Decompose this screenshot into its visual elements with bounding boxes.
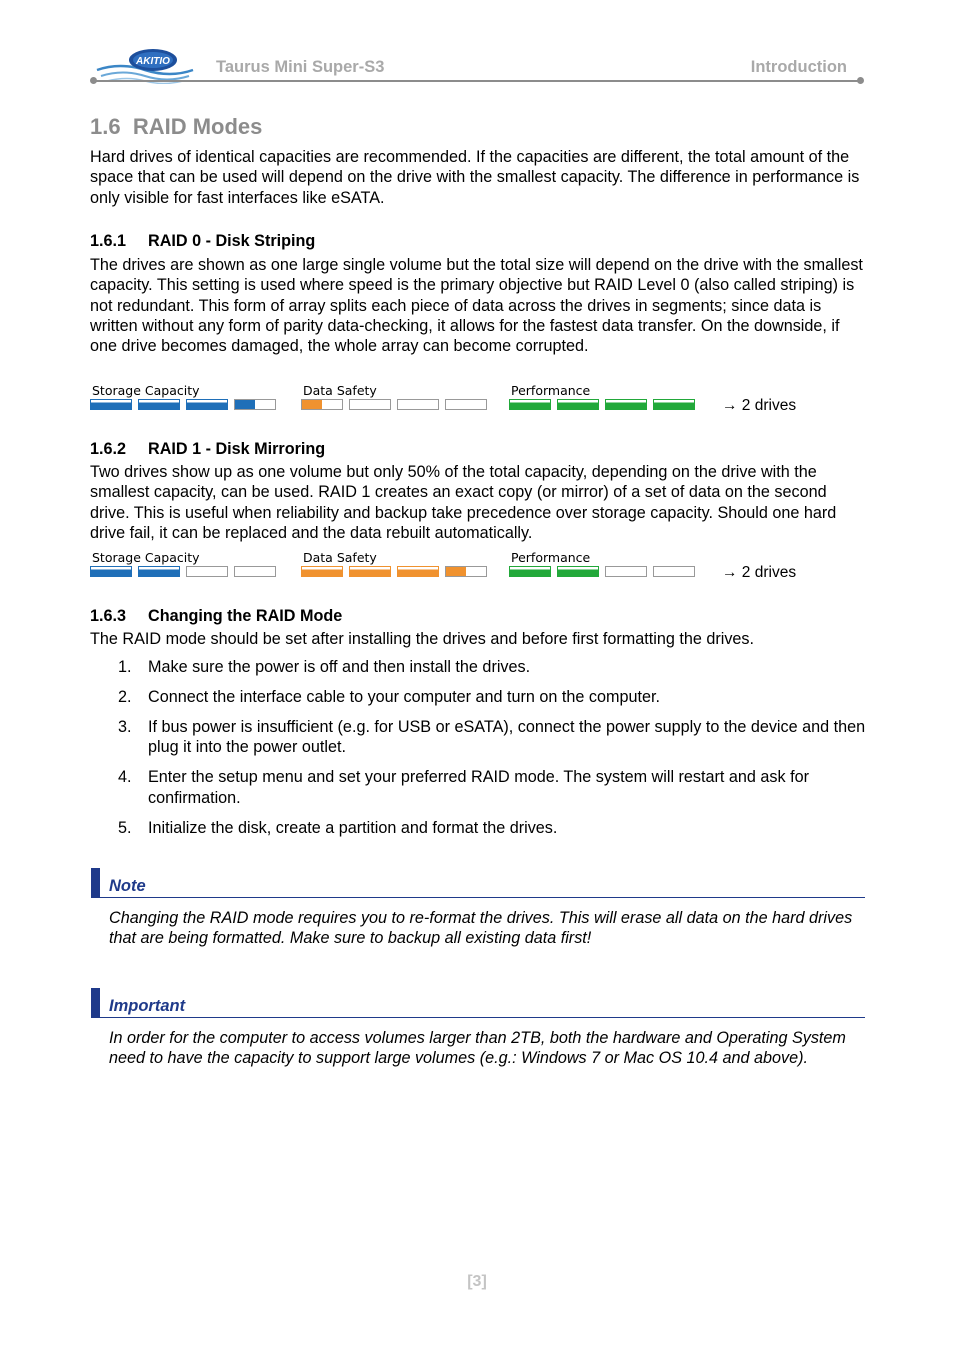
meter-segment xyxy=(234,566,276,577)
header-rule xyxy=(93,80,861,82)
meter-segment xyxy=(509,399,551,410)
meter-segment xyxy=(653,399,695,410)
meter-segment xyxy=(301,399,343,410)
raid1-body: Two drives show up as one volume but only 50% of the total capacity, depending on the drive with the smallest capacity, can be used. RAID 1 creates an exact copy (or mirror) of a set of data on the second drive. This is useful when reliability and backup take precedence over storage capacity. Should one hard drive fail, it can be replaced and the data rebuilt automatically. xyxy=(90,463,837,542)
change-title: Changing the RAID Mode xyxy=(148,607,343,625)
meter-segment xyxy=(234,399,276,410)
step-number: 4. xyxy=(118,768,132,787)
raid0-number: 1.6.1 xyxy=(90,232,127,250)
meter-segment-fill xyxy=(350,567,390,576)
raid1-title: RAID 1 - Disk Mirroring xyxy=(148,440,326,458)
meter-segment-fill xyxy=(91,567,131,576)
change-heading xyxy=(90,607,342,626)
note-bar xyxy=(91,868,100,898)
step-text: Enter the setup menu and set your preferred RAID mode. The system will restart and ask for confirmation. xyxy=(148,768,809,807)
meter-segment-fill xyxy=(302,567,342,576)
important-bar xyxy=(91,988,100,1018)
svg-text:AKITIO: AKITIO xyxy=(136,56,170,67)
meter-segment xyxy=(557,399,599,410)
header-product: Taurus Mini Super-S3 xyxy=(216,58,385,76)
meter-segment xyxy=(653,566,695,577)
meter-segment xyxy=(605,566,647,577)
raid0-title: RAID 0 - Disk Striping xyxy=(148,232,316,250)
meter-label: Performance xyxy=(511,383,591,398)
header-rule-dot-right xyxy=(857,77,864,84)
list-item xyxy=(90,717,870,758)
raid0-body: The drives are shown as one large single volume but the total size will depend on the drive with the smallest capacity. This setting is used where speed is the primary objective but RAID Level 0 (also called striping) is not redundant. This form of array splits each piece of data across the drives in segments; since data is written without any form of parity data-checking, it allows for the fastest data transfer. On the downside, if one drive becomes damaged, the whole array can become corrupted. xyxy=(90,256,863,356)
step-number: 1. xyxy=(118,658,132,676)
section-intro: Hard drives of identical capacities are recommended. If the capacities are different, the total amount of the space that can be used will depend on the drive with the smallest capacity. The difference in performance is only visible for fast interfaces like eSATA. xyxy=(90,148,860,207)
meter-label: Data Safety xyxy=(303,550,377,565)
meter-segment-fill xyxy=(654,400,694,409)
step-number: 2. xyxy=(118,687,132,706)
meter-segment xyxy=(349,566,391,577)
meter-segment xyxy=(138,399,180,410)
page-number: [3] xyxy=(467,1273,487,1290)
step-text: Connect the interface cable to your computer and turn on the computer. xyxy=(148,687,661,706)
meter-segment-fill xyxy=(139,567,179,576)
meter-segment xyxy=(605,399,647,410)
list-item xyxy=(90,767,870,808)
meter-segment xyxy=(445,399,487,410)
step-number: 5. xyxy=(118,818,132,837)
raid1-meter-row xyxy=(90,550,850,586)
step-text: If bus power is insufficient (e.g. for USB or eSATA), connect the power supply to the device and then plug it into the power outlet. xyxy=(148,717,866,757)
meter-segment xyxy=(445,566,487,577)
meter-segment xyxy=(397,399,439,410)
meter-segment-fill xyxy=(91,400,131,409)
header-rule-dot-left xyxy=(90,77,97,84)
meter-segment xyxy=(138,566,180,577)
section-title-text: RAID Modes xyxy=(132,114,263,139)
important-rule xyxy=(100,1017,865,1018)
list-item xyxy=(90,818,870,838)
step-text: Make sure the power is off and then install the drives. xyxy=(148,658,531,676)
list-item xyxy=(90,687,870,707)
raid0-drives: → 2 drives xyxy=(722,397,797,414)
step-number: 3. xyxy=(118,717,132,736)
section-number: 1.6 xyxy=(90,114,121,139)
meter-label: Data Safety xyxy=(303,383,377,398)
meter-segment-fill xyxy=(398,567,438,576)
meter-segment-fill xyxy=(446,567,466,576)
meter-segment xyxy=(90,399,132,410)
raid1-heading xyxy=(90,440,325,459)
meter-segment xyxy=(557,566,599,577)
meter-segment-fill xyxy=(302,400,322,409)
section-title xyxy=(90,114,262,140)
meter-segment-fill xyxy=(187,400,227,409)
step-text: Initialize the disk, create a partition and format the drives. xyxy=(148,818,558,837)
raid1-number: 1.6.2 xyxy=(90,440,127,458)
important-text: In order for the computer to access volumes larger than 2TB, both the hardware and Operating System need to have the capacity to support large volumes (e.g.: Windows 7 or Mac OS 10.4 and above). xyxy=(109,1029,846,1068)
meter-label: Storage Capacity xyxy=(92,383,200,398)
meter-segment-fill xyxy=(139,400,179,409)
meter-segment xyxy=(509,566,551,577)
header-section: Introduction xyxy=(750,58,847,76)
meter-segment xyxy=(397,566,439,577)
important-title: Important xyxy=(109,997,186,1015)
meter-label: Performance xyxy=(511,550,591,565)
meter-segment xyxy=(186,399,228,410)
list-item xyxy=(90,657,870,677)
meter-label: Storage Capacity xyxy=(92,550,200,565)
meter-segment xyxy=(90,566,132,577)
raid0-meter-row xyxy=(90,383,850,419)
meter-segment-fill xyxy=(606,400,646,409)
steps-list xyxy=(90,657,870,848)
note-title: Note xyxy=(109,877,146,895)
meter-segment-fill xyxy=(558,400,598,409)
meter-segment xyxy=(349,399,391,410)
change-number: 1.6.3 xyxy=(90,607,127,625)
meter-segment xyxy=(186,566,228,577)
meter-segment-fill xyxy=(235,400,255,409)
meter-segment-fill xyxy=(510,567,550,576)
meter-segment-fill xyxy=(558,567,598,576)
note-text: Changing the RAID mode requires you to re-format the drives. This will erase all data on the hard drives that are being formatted. Make sure to backup all existing data first! xyxy=(109,909,853,948)
raid1-drives: → 2 drives xyxy=(722,564,797,581)
note-rule xyxy=(100,897,865,898)
raid0-heading xyxy=(90,232,315,251)
change-body: The RAID mode should be set after installing the drives and before first formatting the drives. xyxy=(90,630,755,648)
meter-segment-fill xyxy=(510,400,550,409)
meter-segment xyxy=(301,566,343,577)
